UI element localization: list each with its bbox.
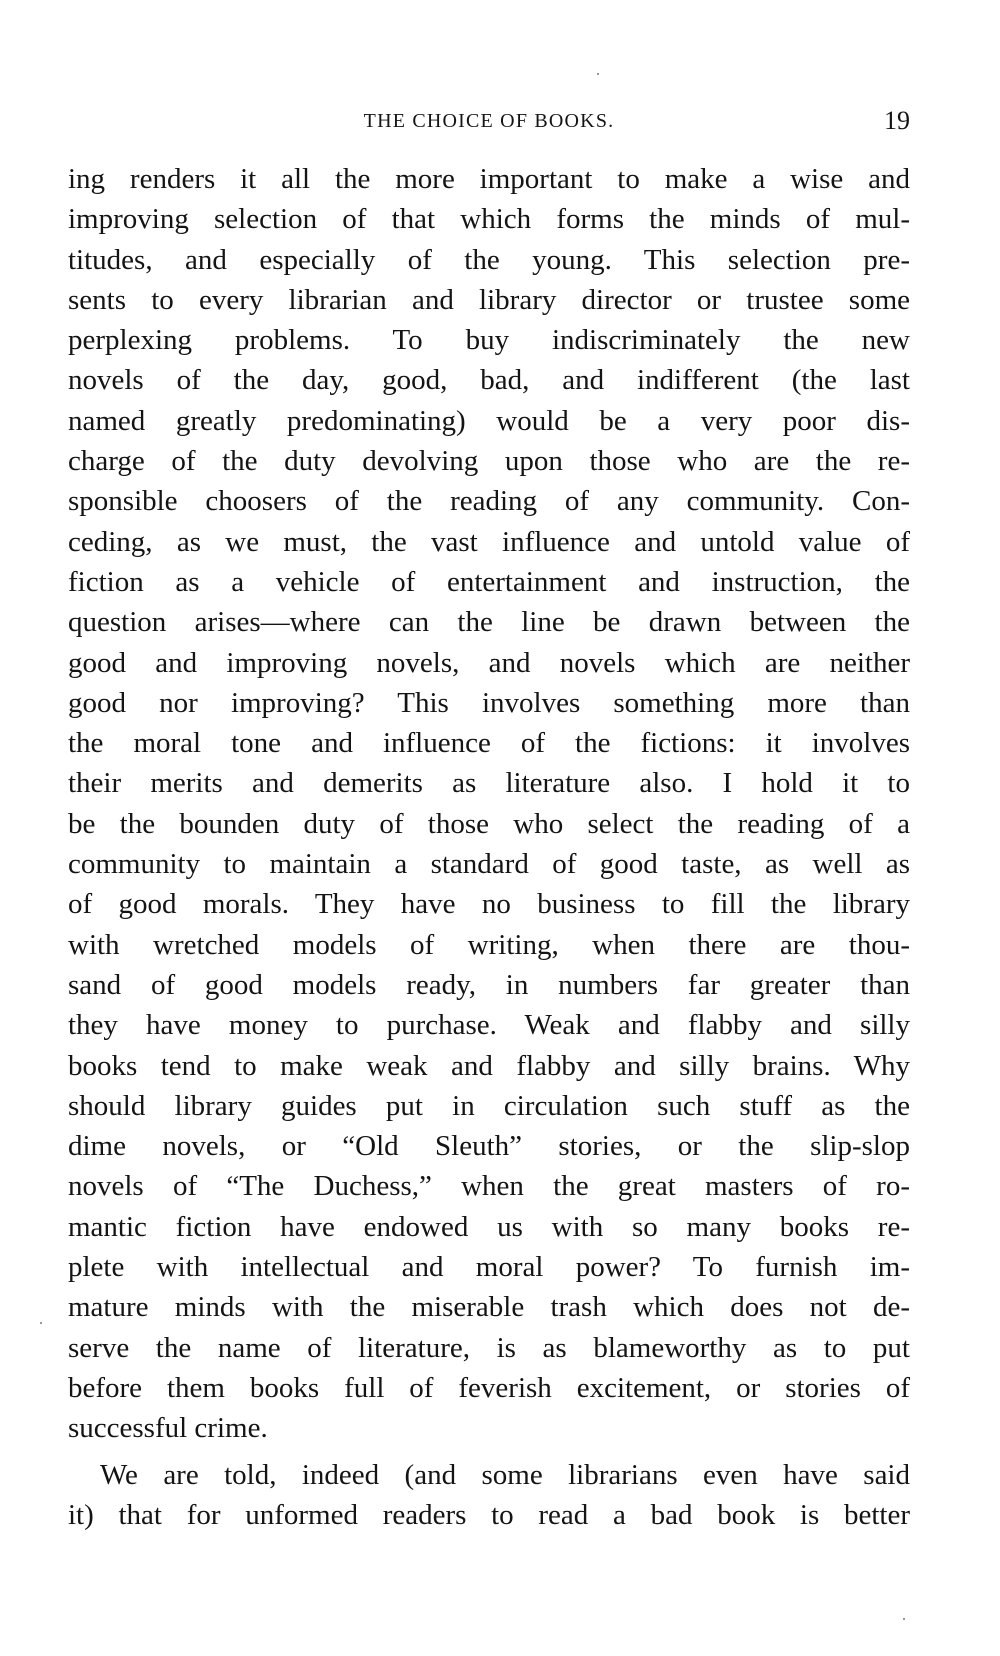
- stray-ink-mark: [597, 73, 599, 75]
- text-line: ing renders it all the more important to make a wise and: [68, 163, 910, 195]
- text-line: community to maintain a standard of good taste, as well as: [68, 848, 910, 881]
- text-line: named greatly predominating) would be a very poor dis-: [68, 404, 910, 437]
- stray-ink-mark: [40, 1322, 42, 1324]
- text-line: sponsible choosers of the reading of any community. Con-: [68, 485, 910, 518]
- text-line: their merits and demerits as literature also. I hold it to: [68, 767, 910, 800]
- text-line: of good morals. They have no business to fill the library: [68, 888, 910, 921]
- text-line: good and improving novels, and novels which are neither: [68, 646, 910, 679]
- text-line: dime novels, or “Old Sleuth” stories, or the slip-slop: [68, 1130, 910, 1163]
- paragraph-2: [68, 1455, 910, 1536]
- paragraph-1: [68, 159, 910, 1449]
- text-line: it) that for unformed readers to read a bad book is better: [68, 1498, 910, 1531]
- text-line: mantic fiction have endowed us with so many books re-: [68, 1210, 910, 1243]
- text-line: novels of “The Duchess,” when the great masters of ro-: [68, 1170, 910, 1203]
- text-line: plete with intellectual and moral power? To furnish im-: [68, 1251, 910, 1284]
- text-line: improving selection of that which forms the minds of mul-: [68, 203, 910, 236]
- running-title: THE CHOICE OF BOOKS.: [363, 110, 615, 132]
- text-line: We are told, indeed (and some librarians even have said: [100, 1458, 910, 1491]
- text-line: sand of good models ready, in numbers far greater than: [68, 968, 910, 1001]
- text-line: fiction as a vehicle of entertainment and instruction, the: [68, 565, 910, 598]
- text-line: successful crime.: [68, 1412, 268, 1445]
- text-line: they have money to purchase. Weak and flabby and silly: [68, 1009, 910, 1042]
- text-line: should library guides put in circulation such stuff as the: [68, 1089, 910, 1122]
- text-line: before them books full of feverish excitement, or stories of: [68, 1371, 910, 1404]
- body-text: [68, 159, 910, 1535]
- text-line: books tend to make weak and flabby and silly brains. Why: [68, 1049, 910, 1082]
- text-line: mature minds with the miserable trash which does not de-: [68, 1291, 910, 1324]
- text-line: be the bounden duty of those who select the reading of a: [68, 807, 910, 840]
- text-line: novels of the day, good, bad, and indifferent (the last: [68, 364, 910, 397]
- text-line: perplexing problems. To buy indiscriminately the new: [68, 324, 910, 357]
- text-line: charge of the duty devolving upon those who are the re-: [68, 445, 910, 478]
- text-line: with wretched models of writing, when there are thou-: [68, 928, 910, 961]
- text-line: titudes, and especially of the young. This selection pre-: [68, 243, 910, 276]
- text-line: the moral tone and influence of the fictions: it involves: [68, 727, 910, 760]
- text-line: ceding, as we must, the vast influence and untold value of: [68, 525, 910, 558]
- text-line: good nor improving? This involves something more than: [68, 686, 910, 719]
- text-line: serve the name of literature, is as blameworthy as to put: [68, 1331, 910, 1364]
- page-number: 19: [884, 106, 910, 135]
- text-line: question arises—where can the line be drawn between the: [68, 606, 910, 639]
- text-line: sents to every librarian and library director or trustee some: [68, 283, 910, 316]
- running-head: [68, 104, 910, 138]
- stray-ink-mark: [903, 1618, 905, 1620]
